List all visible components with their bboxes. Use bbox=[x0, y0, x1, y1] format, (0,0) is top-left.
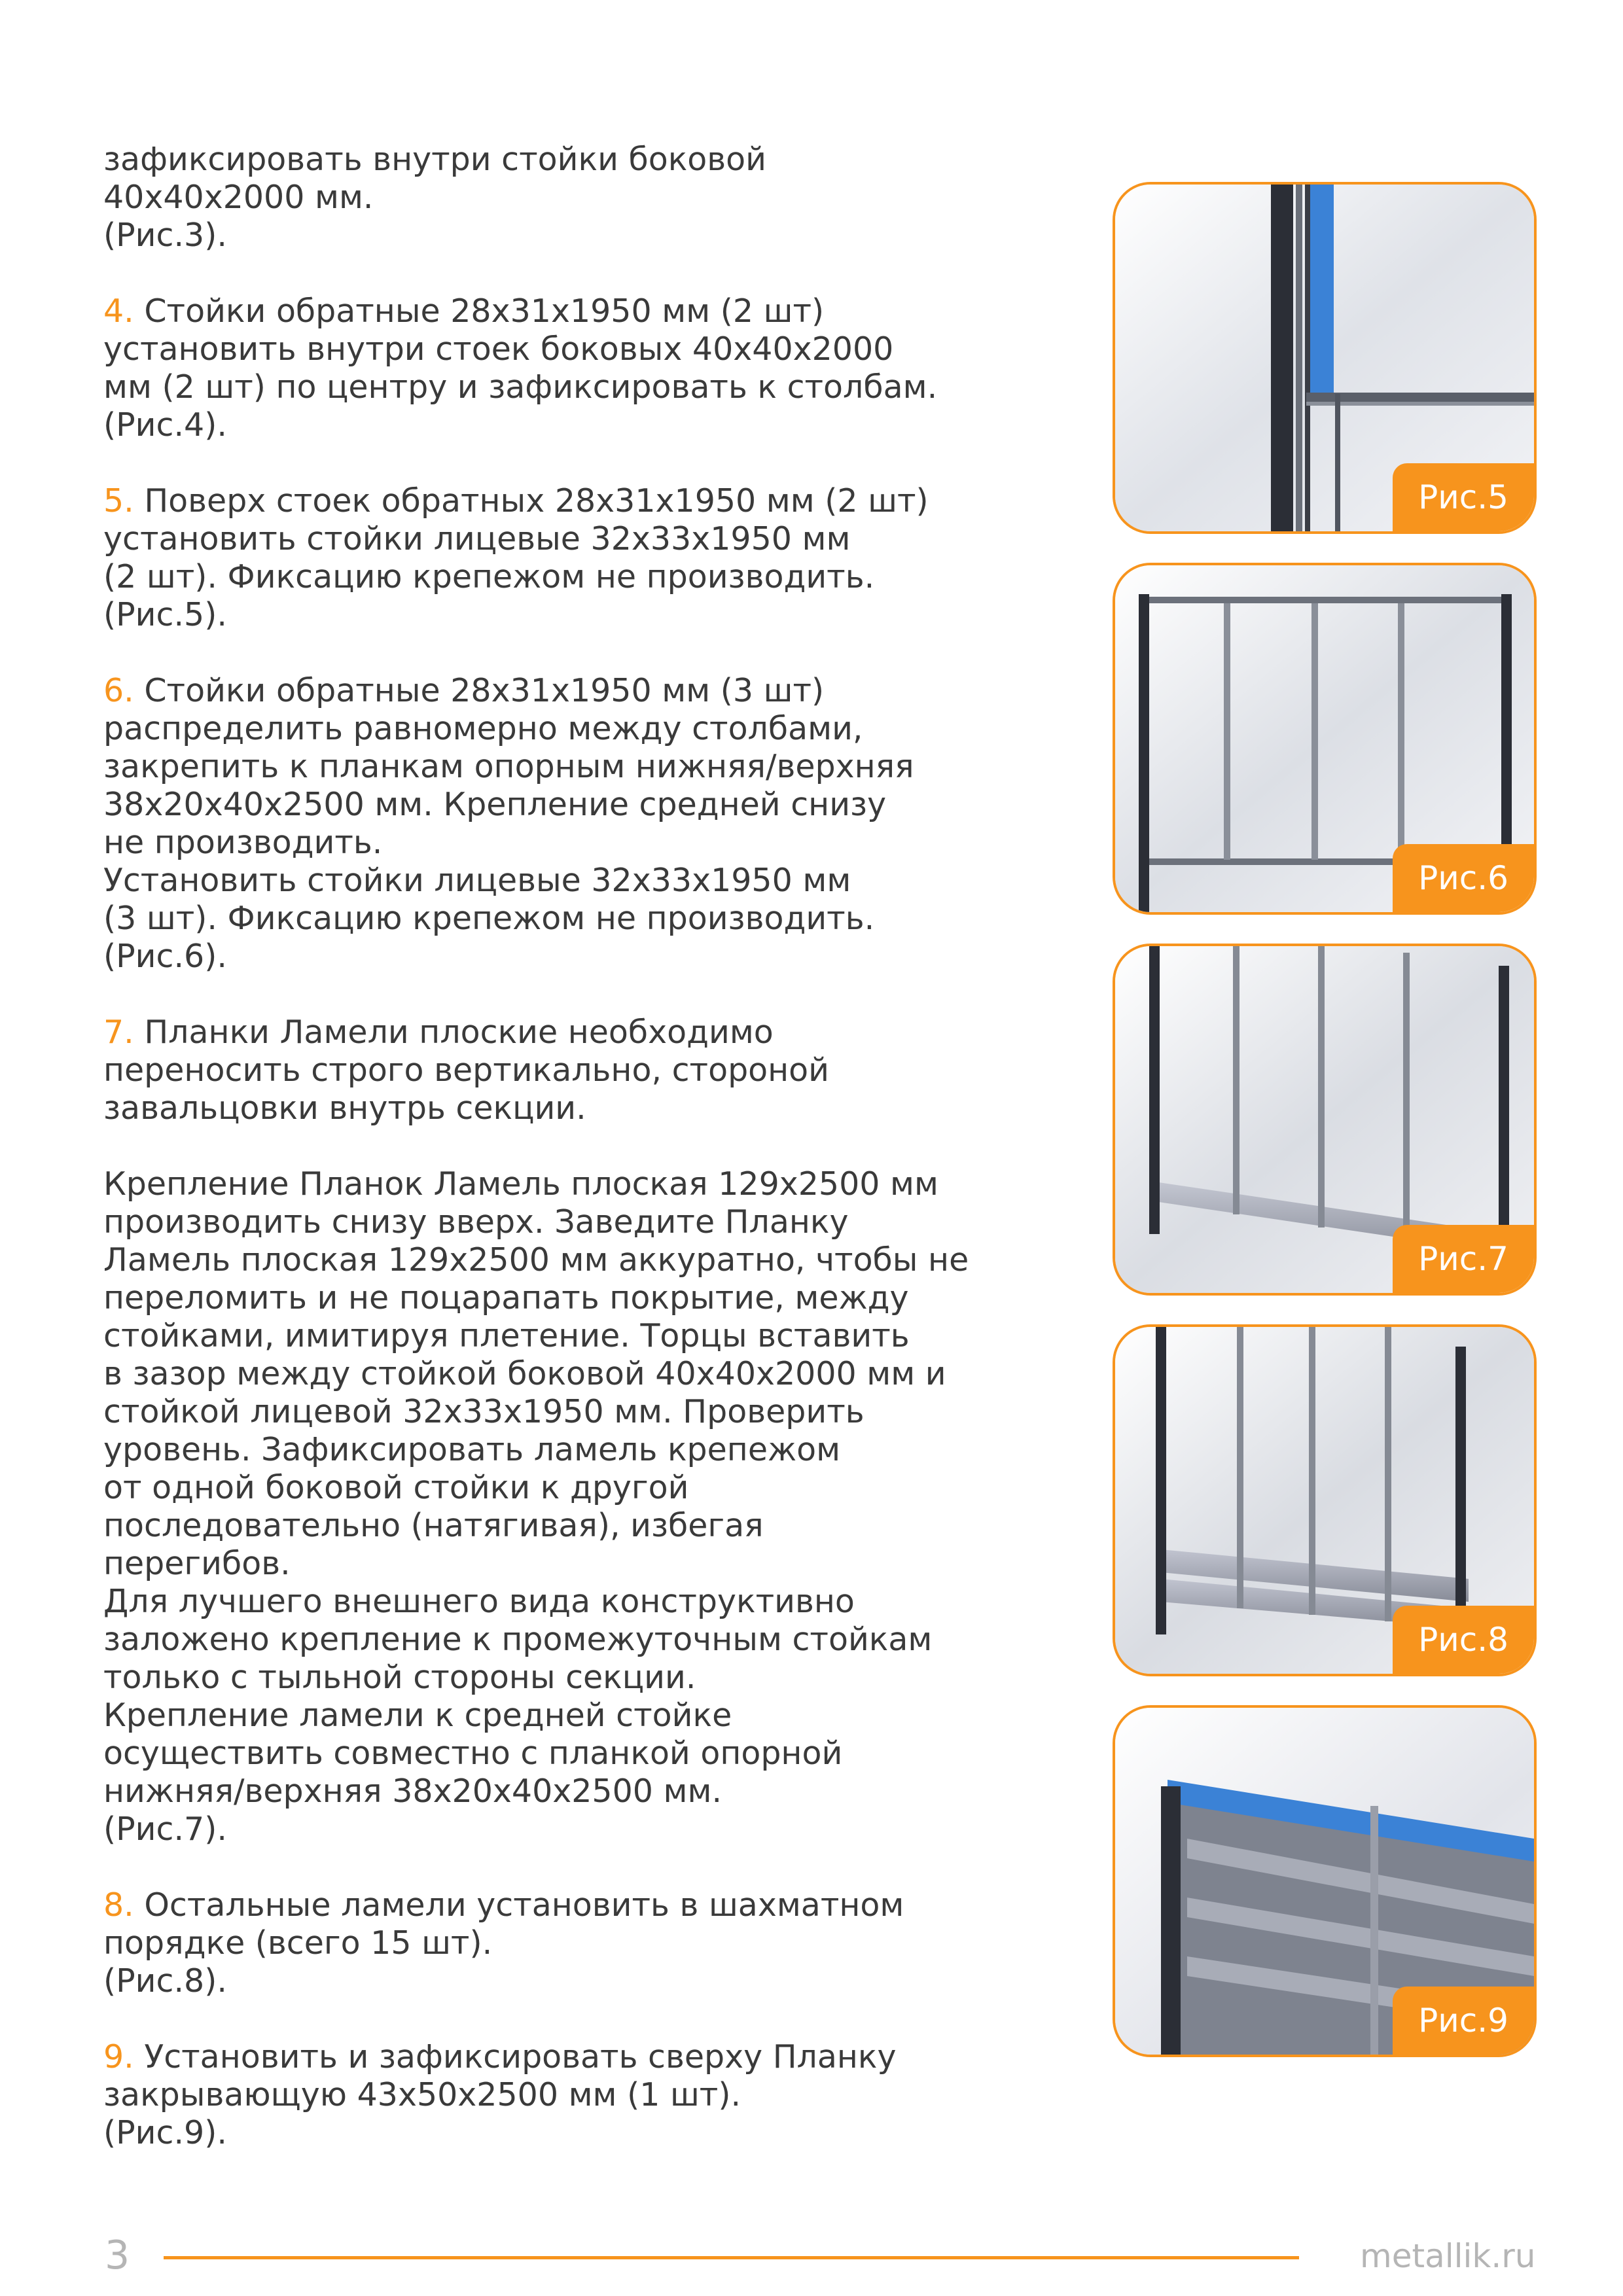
figure-7-label: Рис.7 bbox=[1393, 1225, 1534, 1293]
paragraph-step-9 bbox=[103, 2038, 1085, 2152]
step-text: Стойки обратные 28х31х1950 мм (2 шт) установить внутри стоек боковых 40х40х2000 мм (2 шт) по центру и зафиксировать к столбам. (Рис.4). bbox=[103, 292, 938, 444]
footer-divider bbox=[164, 2256, 1299, 2259]
paragraph-step-8 bbox=[103, 1886, 1085, 2000]
page-number: 3 bbox=[105, 2233, 130, 2278]
instruction-text bbox=[103, 141, 1085, 2190]
footer-site-link[interactable]: metallik.ru bbox=[1360, 2237, 1536, 2275]
figure-6 bbox=[1113, 563, 1537, 915]
figure-9-label: Рис.9 bbox=[1393, 1987, 1534, 2055]
step-text: Установить и зафиксировать сверху Планку закрывающую 43х50х2500 мм (1 шт). (Рис.9). bbox=[103, 2038, 897, 2151]
step-text: Остальные ламели установить в шахматном порядке (всего 15 шт). (Рис.8). bbox=[103, 1886, 904, 2000]
paragraph-step-7 bbox=[103, 1014, 1085, 1127]
paragraph-step-7-details bbox=[103, 1165, 1085, 1848]
figure-9 bbox=[1113, 1705, 1537, 2057]
paragraph-step-5 bbox=[103, 482, 1085, 634]
paragraph-step-4 bbox=[103, 292, 1085, 444]
step-text: Поверх стоек обратных 28х31х1950 мм (2 шт) установить стойки лицевые 32х33х1950 мм (2 шт). Фиксацию крепежом не производить. (Рис.5). bbox=[103, 482, 929, 633]
step-text: зафиксировать внутри стойки боковой 40х40х2000 мм. (Рис.3). bbox=[103, 141, 766, 254]
figure-7 bbox=[1113, 944, 1537, 1296]
figure-6-label: Рис.6 bbox=[1393, 844, 1534, 912]
step-text: Стойки обратные 28х31х1950 мм (3 шт) распределить равномерно между столбами, закрепить к планкам опорным нижняя/верхняя 38х20х40х2500 мм. Крепление средней снизу не производить. Установить стойки лицевые 32х33х1950 мм (3 шт). Фиксацию крепежом не производить. (Рис.6). bbox=[103, 672, 914, 975]
step-text: Крепление Планок Ламель плоская 129х2500 мм производить снизу вверх. Заведите Планку Ламель плоская 129х2500 мм аккуратно, чтобы не переломить и не поцарапать покрытие, между стойками, имитируя плетение. Торцы вставить в зазор между стойкой боковой 40х40х2000 мм и стойкой лицевой 32х33х1950 мм. Проверить уровень. Зафиксировать ламель крепежом от одной боковой стойки к другой последовательно (натягивая), избегая перегибов. Для лучшего внешнего вида конструктивно заложено крепление к промежуточным стойкам только с тыльной стороны секции. Крепление ламели к средней стойке осуществить совместно с планкой опорной нижняя/верхняя 38х20х40х2500 мм. (Рис.7). bbox=[103, 1165, 969, 1848]
step-number: 7. bbox=[103, 1014, 134, 1051]
step-number: 9. bbox=[103, 2038, 134, 2075]
step-number: 4. bbox=[103, 292, 134, 330]
figure-5-label: Рис.5 bbox=[1393, 463, 1534, 531]
figure-5 bbox=[1113, 182, 1537, 534]
step-number: 5. bbox=[103, 482, 134, 520]
paragraph-step-6 bbox=[103, 672, 1085, 976]
step-number: 6. bbox=[103, 672, 134, 709]
step-text: Планки Ламели плоские необходимо переносить строго вертикально, стороной завальцовки внутрь секции. bbox=[103, 1014, 830, 1127]
figure-8 bbox=[1113, 1324, 1537, 1676]
step-number: 8. bbox=[103, 1886, 134, 1924]
paragraph-step-3-cont bbox=[103, 141, 1085, 255]
figure-8-label: Рис.8 bbox=[1393, 1606, 1534, 1674]
